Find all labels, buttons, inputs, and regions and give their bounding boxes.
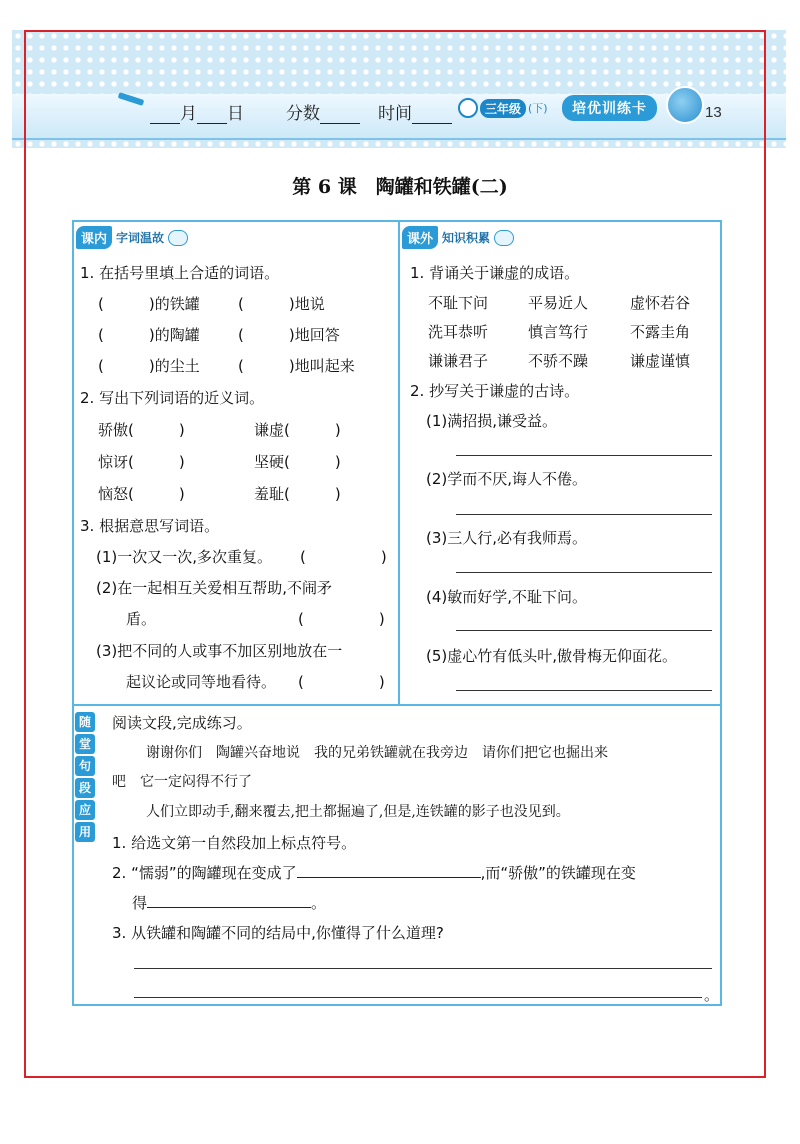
- copy-line-3[interactable]: [456, 572, 712, 573]
- reading-q2-line: [112, 862, 636, 883]
- in-class-tag-label: 课内: [76, 226, 112, 249]
- copy-line-1[interactable]: [456, 455, 712, 456]
- lesson-title: 第 6 课 陶罐和铁罐(二): [292, 176, 508, 198]
- in-class-tag-text: 字词温故: [116, 231, 165, 245]
- left-q2-blank[interactable]: 羞耻( ): [254, 485, 341, 503]
- left-q1-blank[interactable]: ( )地叫起来: [238, 357, 355, 375]
- copy-line-2[interactable]: [456, 514, 712, 515]
- copy-line-5[interactable]: [456, 690, 712, 691]
- month-blank[interactable]: [150, 108, 180, 124]
- clock-icon: [458, 98, 478, 118]
- left-q3-answer-1[interactable]: ( ): [300, 548, 387, 566]
- left-q3-item-2: (2)在一起相互关爱相互帮助,不闹矛: [96, 579, 333, 597]
- right-q2-title: 2. 抄写关于谦虚的古诗。: [410, 382, 580, 400]
- book-icon: [494, 230, 514, 246]
- left-q3-item-3: (3)把不同的人或事不加区别地放在一: [96, 642, 343, 660]
- left-q3-item-2-cont: 盾。: [126, 610, 157, 628]
- reading-q2-text: 2. “懦弱”的陶罐现在变成了: [112, 864, 297, 882]
- reading-q2-text-2: ,而“骄傲”的铁罐现在变: [480, 864, 636, 882]
- poem-line-1: (1)满招损,谦受益。: [426, 412, 558, 430]
- left-q1-blank[interactable]: ( )的陶罐: [98, 326, 200, 344]
- time-blank[interactable]: [412, 108, 452, 124]
- reading-q3-end: 。: [704, 986, 720, 1004]
- passage-line-2: 吧 它一定闷得不行了: [112, 774, 252, 790]
- poem-line-3: (3)三人行,必有我师焉。: [426, 529, 588, 547]
- reading-q2-blank-1[interactable]: [297, 863, 481, 878]
- month-label: 月: [180, 104, 197, 124]
- vtag-char: 用: [75, 822, 95, 842]
- left-q3-answer-3[interactable]: ( ): [298, 673, 385, 691]
- left-q2-blank[interactable]: 谦虚( ): [254, 421, 341, 439]
- idiom: 慎言笃行: [528, 323, 589, 341]
- passage-line-3: 人们立即动手,翻来覆去,把土都掘遍了,但是,连铁罐的影子也没见到。: [146, 804, 570, 820]
- day-label: 日: [227, 104, 244, 124]
- mascot-icon: [666, 86, 704, 124]
- poem-line-4: (4)敏而好学,不耻下问。: [426, 588, 588, 606]
- poem-line-5: (5)虚心竹有低头叶,傲骨梅无仰面花。: [426, 647, 678, 665]
- reading-q2-text-3: 得: [132, 894, 148, 912]
- reading-q2-cont: [132, 892, 326, 913]
- right-q1-title: 1. 背诵关于谦虚的成语。: [410, 264, 580, 282]
- left-q2-title: 2. 写出下列词语的近义词。: [80, 389, 265, 407]
- passage-line-1: 谢谢你们 陶罐兴奋地说 我的兄弟铁罐就在我旁边 请你们把它也掘出来: [146, 745, 608, 761]
- left-q2-blank[interactable]: 惊讶( ): [98, 453, 185, 471]
- idiom: 谦谦君子: [428, 352, 489, 370]
- reading-q1: 1. 给选文第一自然段加上标点符号。: [112, 834, 357, 852]
- reading-vertical-tag: [74, 712, 96, 842]
- idiom: 不骄不躁: [528, 352, 589, 370]
- extra-tag: [402, 226, 514, 249]
- in-class-tag: [76, 226, 188, 249]
- idiom: 洗耳恭听: [428, 323, 489, 341]
- left-q2-blank[interactable]: 骄傲( ): [98, 421, 185, 439]
- left-q1-blank[interactable]: ( )地回答: [238, 326, 340, 344]
- reading-q3-line-2[interactable]: [134, 997, 702, 998]
- reading-intro: 阅读文段,完成练习。: [112, 714, 252, 732]
- page-number: 13: [705, 104, 722, 121]
- time-field: [378, 99, 452, 124]
- left-q1-blank[interactable]: ( )地说: [238, 295, 325, 313]
- idiom: 谦虚谨慎: [630, 352, 691, 370]
- extra-tag-text: 知识积累: [442, 231, 491, 245]
- extra-tag-label: 课外: [402, 226, 438, 249]
- grade-label: 三年级: [480, 99, 526, 118]
- vtag-char: 段: [75, 778, 95, 798]
- date-fields: [150, 99, 244, 124]
- brand-title: 培优训练卡: [562, 95, 657, 121]
- idiom: 不露圭角: [630, 323, 691, 341]
- vtag-char: 随: [75, 712, 95, 732]
- grade-badge: [458, 95, 548, 121]
- reading-q3: 3. 从铁罐和陶罐不同的结局中,你懂得了什么道理?: [112, 924, 444, 942]
- vtag-char: 堂: [75, 734, 95, 754]
- copy-line-4[interactable]: [456, 630, 712, 631]
- book-icon: [168, 230, 188, 246]
- time-label: 时间: [378, 104, 412, 124]
- idiom: 不耻下问: [428, 294, 489, 312]
- reading-q3-line-1[interactable]: [134, 968, 712, 969]
- score-field: [286, 99, 360, 124]
- idiom: 平易近人: [528, 294, 589, 312]
- score-blank[interactable]: [320, 108, 360, 124]
- vtag-char: 句: [75, 756, 95, 776]
- left-q3-title: 3. 根据意思写词语。: [80, 517, 220, 535]
- left-q1-title: 1. 在括号里填上合适的词语。: [80, 264, 280, 282]
- left-q3-item-3-cont: 起议论或同等地看待。: [126, 673, 277, 691]
- grade-term: (下): [528, 102, 548, 115]
- left-q3-answer-2[interactable]: ( ): [298, 610, 385, 628]
- score-label: 分数: [286, 104, 320, 124]
- left-q3-item-1: (1)一次又一次,多次重复。: [96, 548, 273, 566]
- left-q2-blank[interactable]: 坚硬( ): [254, 453, 341, 471]
- poem-line-2: (2)学而不厌,诲人不倦。: [426, 470, 588, 488]
- left-q1-blank[interactable]: ( )的尘土: [98, 357, 200, 375]
- left-q2-blank[interactable]: 恼怒( ): [98, 485, 185, 503]
- idiom: 虚怀若谷: [630, 294, 691, 312]
- reading-q2-blank-2[interactable]: [147, 893, 311, 908]
- left-q1-blank[interactable]: ( )的铁罐: [98, 295, 200, 313]
- vtag-char: 应: [75, 800, 95, 820]
- day-blank[interactable]: [197, 108, 227, 124]
- reading-q2-end: 。: [311, 894, 327, 912]
